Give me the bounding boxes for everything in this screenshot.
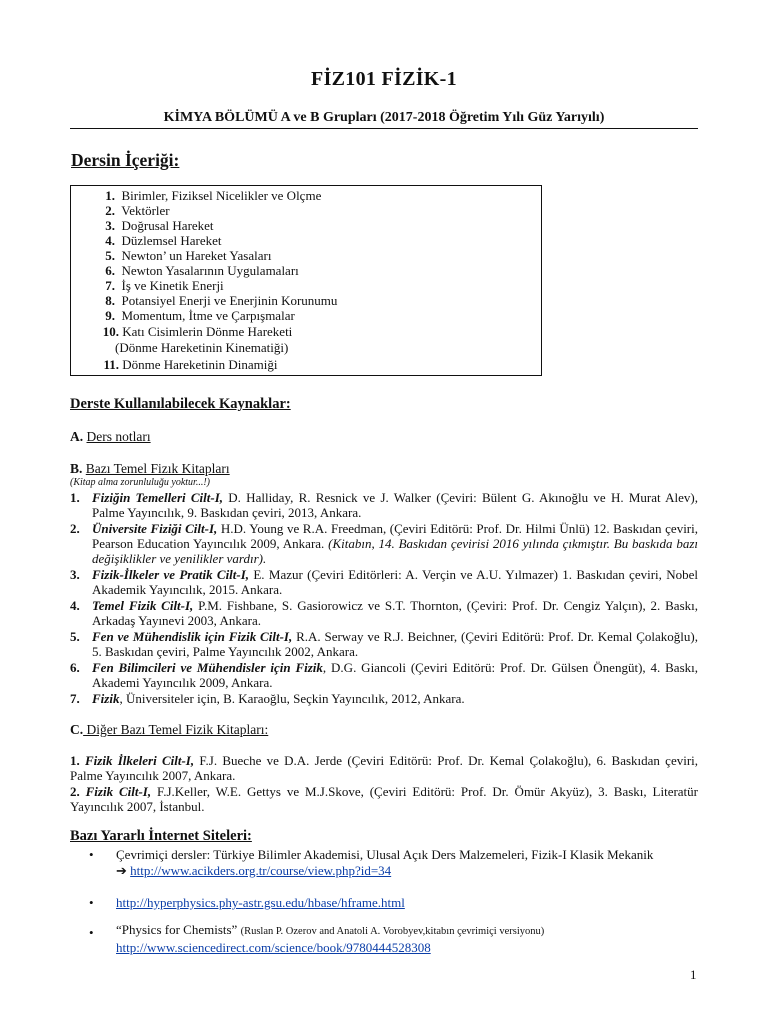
topic-item: 1. Birimler, Fiziksel Nicelikler ve Olçme <box>105 188 322 203</box>
header-rule <box>70 128 698 129</box>
topic-item: 9. Momentum, İtme ve Çarpışmalar <box>105 308 295 323</box>
bullet: • <box>89 895 94 910</box>
internet-heading: Bazı Yararlı İnternet Siteleri: <box>70 828 252 844</box>
book-c-entry: 1. Fizik İlkeleri Cilt-I, F.J. Bueche ve D.A. Jerde (Çeviri Editörü: Prof. Dr. Kemal Çolakoğlu), 6. Baskıdan çeviri, Palme Yayıncılık 2007, Ankara. <box>70 753 699 784</box>
site-note: (Ruslan P. Ozerov and Anatoli A. Vorobyev,kitabın çevrimiçi versiyonu) <box>240 926 545 937</box>
topic-item: 6. Newton Yasalarının Uygulamaları <box>105 263 299 278</box>
book-entry: Fiziğin Temelleri Cilt-I, D. Halliday, R. Resnick ve J. Walker (Çeviri: Bülent G. Akınoğlu ve H. Murat Alev), Palme Yayıncılık, 9. Baskıdan çeviri, 2013, Ankara. <box>92 490 698 521</box>
section-c: C. Diğer Bazı Temel Fizik Kitapları: <box>70 722 269 737</box>
topic-item: 4. Düzlemsel Hareket <box>105 233 222 248</box>
book-number: 1. <box>70 490 80 505</box>
book-entry: Fizik-İlkeler ve Pratik Cilt-I, E. Mazur (Çeviri Editörleri: A. Verçin ve A.U. Yılmazer) 1. Baskıdan çeviri, Nobel Akademik Yayıncılık, 2015. Ankara. <box>92 567 698 598</box>
content-heading: Dersin İçeriği: <box>71 150 180 170</box>
topic-item: (Dönme Hareketinin Kinematiği) <box>115 340 289 355</box>
book-entry: Temel Fizik Cilt-I, P.M. Fishbane, S. Gasiorowicz ve S.T. Thornton, (Çeviri: Prof. Dr. Cengiz Yalçın), 2. Baskı, Arkadaş Yayınevi 2003, Ankara. <box>92 598 699 629</box>
document-title: FİZ101 FİZİK-1 <box>311 68 457 90</box>
section-a: A. Ders notları <box>70 429 151 444</box>
book-number: 2. <box>70 521 80 536</box>
site-item-acikders <box>116 847 716 878</box>
topic-item: 5. Newton’ un Hareket Yasaları <box>105 248 272 263</box>
book-c-entry: 2. Fizik Cilt-I, F.J.Keller, W.E. Gettys ve M.J.Skove, (Çeviri Editörü: Prof. Dr. Ömür Akyüz), 3. Baskı, Literatür Yayıncılık 2007, İstanbul. <box>70 784 699 815</box>
site-description: “Physics for Chemists” <box>116 922 238 937</box>
topic-item: 7. İş ve Kinetik Enerji <box>105 278 224 293</box>
book-number: 5. <box>70 629 80 644</box>
book-entry: Üniversite Fiziği Cilt-I, H.D. Young ve R.A. Freedman, (Çeviri Editörü: Prof. Dr. Hilmi Ünlü) 12. Baskıdan çeviri, Pearson Education Yayıncılık 2009, Ankara. (Kitabın, 14. Baskıdan çevirisi 2016 yılında çıkmıştır. Bu baskıda bazı değişiklikler ve yenilikler vardır). <box>92 521 698 567</box>
book-number: 6. <box>70 660 80 675</box>
acikders-link[interactable]: http://www.acikders.org.tr/course/view.php?id=34 <box>130 862 392 878</box>
hyperphysics-link[interactable]: http://hyperphysics.phy-astr.gsu.edu/hbase/hframe.html <box>116 895 405 910</box>
bullet: • <box>89 925 94 940</box>
book-entry: Fen Bilimcileri ve Mühendisler için Fizik, D.G. Giancoli (Çeviri Editörü: Prof. Dr. Gülsen Önengüt), 4. Baskı, Akademi Yayıncılık 2009, Ankara. <box>92 660 698 691</box>
topic-item: 8. Potansiyel Enerji ve Enerjinin Korunumu <box>105 293 338 308</box>
site-item-hyperphysics <box>116 895 405 911</box>
topic-item: 10. Katı Cisimlerin Dönme Hareketi <box>102 324 293 339</box>
site-description: Çevrimiçi dersler: Türkiye Bilimler Akademisi, Ulusal Açık Ders Malzemeleri, Fizik-I Klasik Mekanik <box>116 847 654 862</box>
page-number: 1 <box>690 967 697 982</box>
book-entry: Fizik, Üniversiteler için, B. Karaoğlu, Seçkin Yayıncılık, 2012, Ankara. <box>92 691 465 706</box>
document-subtitle: KİMYA BÖLÜMÜ A ve B Grupları (2017-2018 Öğretim Yılı Güz Yarıyılı) <box>163 110 605 125</box>
sciencedirect-link[interactable]: http://www.sciencedirect.com/science/book/9780444528308 <box>116 940 431 955</box>
book-number: 7. <box>70 691 80 706</box>
sources-heading: Derste Kullanılabilecek Kaynaklar: <box>70 396 291 412</box>
topics-box <box>70 185 542 376</box>
topic-item: 2. Vektörler <box>105 203 170 218</box>
book-entry: Fen ve Mühendislik için Fizik Cilt-I, R.A. Serway ve R.J. Beichner, (Çeviri Editörü: Prof. Dr. Kemal Çolakoğlu), 5. Baskıdan çeviri, Palme Yayıncılık 2002, Ankara. <box>92 629 698 660</box>
topic-item: 11. Dönme Hareketinin Dinamiği <box>103 357 278 372</box>
bullet: • <box>89 847 94 862</box>
section-b-note: (Kitap alma zorunluluğu yoktur...!) <box>70 477 210 488</box>
book-number: 4. <box>70 598 80 613</box>
arrow-icon: ➔ <box>116 862 127 878</box>
topic-item: 3. Doğrusal Hareket <box>105 218 214 233</box>
book-number: 3. <box>70 567 80 582</box>
section-b: B. Bazı Temel Fizık Kitapları <box>70 461 230 476</box>
site-item-physics-for-chemists <box>116 922 716 956</box>
